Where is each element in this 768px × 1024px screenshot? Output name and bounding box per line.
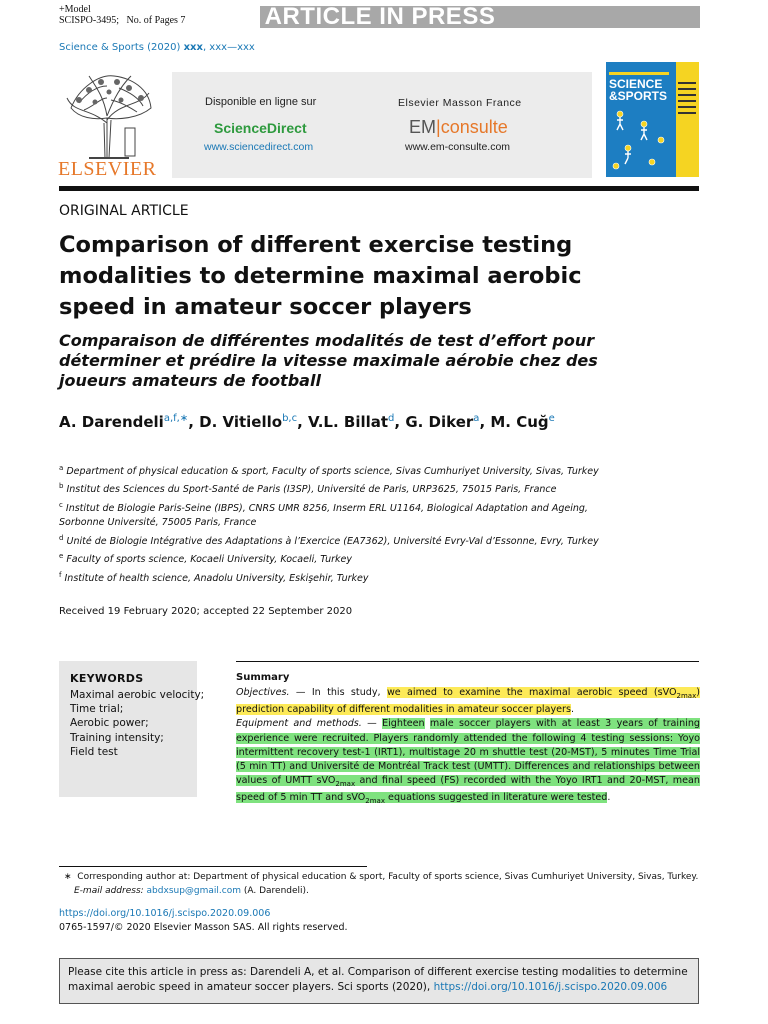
citation-text: Please cite this article in press as: Darendeli A, et al. Comparison of different exercise testing modalities to determine maximal aerobic speed in amateur soccer players. Sci sports (2020), https://doi.org/10.1016/j.scispo.2020.09.006 <box>68 966 688 993</box>
affiliation: $^e$ Faculty of sports science, Kocaeli University, Kocaeli, Turkey <box>59 552 353 566</box>
author[interactable]: A. Darendeli$^{a,f,∗}$ <box>59 413 189 431</box>
author[interactable]: M. Cuğ$^e$ <box>490 413 555 431</box>
summary-heading: Summary <box>236 672 290 683</box>
summary-body <box>236 686 700 808</box>
model-tag: +Model <box>59 4 91 15</box>
citation-doi-link[interactable]: https://doi.org/10.1016/j.scispo.2020.09.006 <box>433 981 668 993</box>
cover-title-line2: &SPORTS <box>609 89 668 103</box>
keyword-item: Maximal aerobic velocity; <box>70 689 205 701</box>
article-title: Comparison of different exercise testing modalities to determine maximal aerobic speed in amateur soccer players <box>59 232 582 320</box>
footnote-rule <box>59 866 367 867</box>
author[interactable]: G. Diker$^a$ <box>405 413 480 431</box>
article-type: ORIGINAL ARTICLE <box>59 203 189 219</box>
highlight-green[interactable]: Eighteen <box>382 718 425 730</box>
affiliation: $^f$ Institute of health science, Anadolu University, Eskişehir, Turkey <box>59 570 369 584</box>
summary-objectives: Objectives. — In this study, we aimed to examine the maximal aerobic speed (sVO$_{2max}$) prediction capability of different modalities in amateur soccer players. <box>236 687 700 716</box>
em-consulte-link[interactable]: www.em-consulte.com <box>405 141 511 153</box>
keyword-item: Training intensity; <box>70 731 164 744</box>
sciencedirect-link[interactable]: www.sciencedirect.com <box>204 141 314 153</box>
email-link[interactable]: abdxsup@gmail.com <box>146 886 241 896</box>
author-list: A. Darendeli$^{a,f,∗}$, D. Vitiello$^{b,c}$, V.L. Billat$^d$, G. Diker$^a$, M. Cuğ$^e$ <box>59 413 555 431</box>
keyword-item: Aerobic power; <box>70 717 149 730</box>
article-meta <box>59 4 185 26</box>
author[interactable]: V.L. Billat$^d$ <box>308 413 395 431</box>
affiliation: $^a$ Department of physical education & sport, Faculty of sports science, Sivas Cumhuriyet University, Sivas, Turkey <box>59 464 599 478</box>
affiliation: $^b$ Institut des Sciences du Sport-Santé de Paris (I3SP), Université de Paris, URP3625, 75015 Paris, France <box>59 482 557 496</box>
article-in-press-label: ARTICLE IN PRESS <box>264 3 496 30</box>
affiliation: $^c$ Institut de Biologie Paris-Seine (IBPS), CNRS UMR 8256, Inserm ERL U1164, Biological Adaptation and Ageing, Sorbonne Université, 75005 Paris, France <box>59 500 588 529</box>
journal-cover <box>606 62 699 177</box>
keywords-heading: KEYWORDS <box>70 672 144 685</box>
em-consulte-logo[interactable]: EM|consulte <box>409 117 508 137</box>
cover-title-line1: SCIENCE <box>609 77 663 91</box>
available-online-label: Disponible en ligne sur <box>205 96 317 108</box>
sciencedirect-logo[interactable]: ScienceDirect <box>214 120 307 136</box>
affiliations <box>59 461 599 586</box>
article-subtitle-fr: Comparaison de différentes modalités de test d’effort pour déterminer et prédire la vitesse maximale aérobie chez des joueurs amateurs de football <box>59 331 598 390</box>
elsevier-wordmark: ELSEVIER <box>58 158 157 180</box>
keyword-item: Field test <box>70 745 118 758</box>
affiliation: $^d$ Unité de Biologie Intégrative des Adaptations à l’Exercice (EA7362), Université Evry-Val d’Essonne, Evry, Turkey <box>59 533 599 547</box>
emf-label: Elsevier Masson France <box>398 97 522 109</box>
summary-methods: Equipment and methods. — Eighteen male soccer players with at least 3 years of training experience were recruited. Players randomly attended the following 4 testing sessions: Yoyo intermittent recovery test-1 (IRT1), multistage 20 m shuttle test (20-MST), 5 minutes Time Trial (5 min TT) and Université de Montréal Track test (UMTT). Differences and relationships between values of UMTT sVO$_{2max}$ and final speed (FS) recorded with the Yoyo IRT1 and 20-MST, mean speed of 5 min TT and sVO$_{2max}$ equations suggested in literature were tested. <box>236 718 701 806</box>
author[interactable]: D. Vitiello$^{b,c}$ <box>199 413 298 431</box>
journal-reference: Science & Sports (2020) xxx, xxx—xxx <box>59 42 255 53</box>
doi-link[interactable]: https://doi.org/10.1016/j.scispo.2020.09.006 <box>59 908 271 919</box>
highlight-green[interactable]: male soccer players with at least 3 years of training experience were recruited. Players randomly attended the following 4 testing sessions: Yoyo intermittent recovery test-1 (IRT1), multistage 20 m shuttle test (20-MST), 5 minutes Time Trial (5 min TT) and Université de Montréal Track test (UMTT). Differences and relationships between values of UMTT sVO$_{2max}$ and final speed (FS) recorded with the Yoyo IRT1 and 20-MST, mean speed of 5 min TT and sVO$_{2max}$ equations suggested in literature were tested <box>236 718 701 806</box>
received-dates: Received 19 February 2020; accepted 22 September 2020 <box>59 606 353 617</box>
issn-copyright: 0765-1597/© 2020 Elsevier Masson SAS. All rights reserved. <box>59 922 348 933</box>
keyword-item: Time trial; <box>70 703 124 716</box>
highlight-yellow[interactable]: we aimed to examine the maximal aerobic speed (sVO$_{2max}$) prediction capability of different modalities in amateur soccer players <box>236 687 700 716</box>
keywords-list <box>70 688 204 759</box>
article-id: SCISPO-3495; <box>59 15 120 26</box>
summary-rule <box>236 661 699 662</box>
corresponding-author-note: ∗ Corresponding author at: Department of physical education & sport, Faculty of sports science, Sivas Cumhuriyet University, Sivas, Turkey. E-mail address: abdxsup@gmail.com (A. Darendeli). <box>64 872 699 896</box>
page-count: No. of Pages 7 <box>126 15 186 26</box>
header-rule <box>59 186 699 191</box>
